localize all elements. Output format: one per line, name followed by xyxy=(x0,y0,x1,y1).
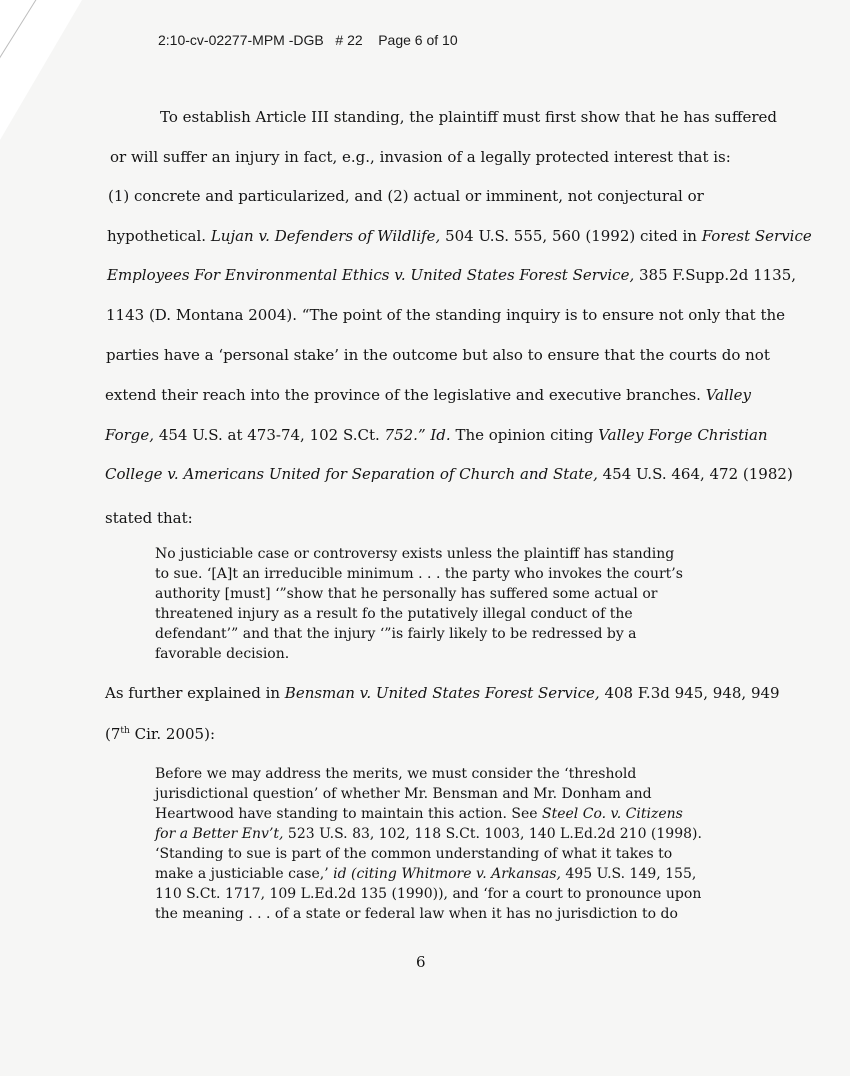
quote-line xyxy=(155,644,683,664)
body-line-2 xyxy=(110,150,731,165)
text-run: As further explained in xyxy=(105,684,285,702)
case-citation: College v. Americans United for Separation of Church and State, xyxy=(105,465,598,483)
text-run: defendant’” and that the injury ‘”is fairly likely to be redressed by a xyxy=(155,626,637,642)
folded-page-corner xyxy=(0,0,82,140)
body-line-4 xyxy=(107,229,812,244)
quote-line xyxy=(155,584,683,604)
case-citation: Lujan v. Defenders of Wildlife, xyxy=(210,227,441,245)
text-run: authority [must] ‘”show that he personally has suffered some actual or xyxy=(155,586,658,602)
text-run: extend their reach into the province of the legislative and executive branches. xyxy=(105,386,706,404)
text-run: ‘Standing to sue is part of the common understanding of what it takes to xyxy=(155,846,673,862)
text-run: or will suffer an injury in fact, e.g., invasion of a legally protected interest that is: xyxy=(110,148,731,166)
case-citation: Valley xyxy=(705,386,752,404)
quote-line xyxy=(155,864,702,884)
text-run: Before we may address the merits, we must consider the ‘threshold xyxy=(155,766,637,782)
text-run: 504 U.S. 555, 560 (1992) cited in xyxy=(440,227,702,245)
ordinal-suffix: th xyxy=(120,726,130,736)
text-run: 454 U.S. at 473-74, 102 S.Ct. xyxy=(154,426,385,444)
body-line-8 xyxy=(105,388,751,403)
case-citation: for a Better Env’t, xyxy=(155,826,284,842)
quote-line xyxy=(155,904,702,924)
quote-line xyxy=(155,824,702,844)
quote-line xyxy=(155,804,702,824)
block-quote-bensman xyxy=(155,764,702,924)
text-run: to sue. ‘[A]t an irreducible minimum . . . the party who invokes the court’s xyxy=(155,566,683,582)
text-run: make a justiciable case,’ xyxy=(155,866,334,882)
document-number: # 22 xyxy=(335,32,363,48)
body-line-6 xyxy=(106,308,785,323)
quote-line xyxy=(155,624,683,644)
quote-line xyxy=(155,784,702,804)
case-citation: Steel Co. v. Citizens xyxy=(542,806,683,822)
case-citation: Forest Service xyxy=(701,227,812,245)
text-run: To establish Article III standing, the plaintiff must first show that he has suffered xyxy=(160,108,778,126)
text-run: Heartwood have standing to maintain this action. See xyxy=(155,806,543,822)
body-line-10 xyxy=(105,467,793,482)
body-line-9 xyxy=(105,428,768,443)
quote-line xyxy=(155,884,702,904)
body-line-7 xyxy=(106,348,770,363)
text-run: jurisdictional question’ of whether Mr. Bensman and Mr. Donham and xyxy=(155,786,652,802)
text-run: hypothetical. xyxy=(107,227,211,245)
text-run: 408 F.3d 945, 948, 949 xyxy=(599,684,780,702)
quote-line xyxy=(155,764,702,784)
text-run: (1) concrete and particularized, and (2) actual or imminent, not conjectural or xyxy=(108,187,704,205)
case-citation: Bensman v. United States Forest Service, xyxy=(284,684,600,702)
text-run: favorable decision. xyxy=(155,646,290,662)
text-run: The opinion citing xyxy=(450,426,599,444)
page-number: 6 xyxy=(416,953,426,971)
quote-line xyxy=(155,544,683,564)
case-citation: Forge, xyxy=(105,426,155,444)
text-run: No justiciable case or controversy exists unless the plaintiff has standing xyxy=(155,546,675,562)
text-run: 385 F.Supp.2d 1135, xyxy=(634,266,797,284)
body-line-1 xyxy=(160,110,777,125)
case-citation: 752.” Id. xyxy=(384,426,451,444)
text-run: Cir. 2005): xyxy=(129,725,216,743)
body-line-12 xyxy=(105,686,780,701)
body-line-3 xyxy=(108,189,704,204)
body-line-13 xyxy=(105,727,215,742)
quote-line xyxy=(155,604,683,624)
text-run: the meaning . . . of a state or federal law when it has no jurisdiction to do xyxy=(155,906,678,922)
text-run: stated that: xyxy=(105,509,193,527)
text-run: 454 U.S. 464, 472 (1982) xyxy=(597,465,793,483)
text-run: 523 U.S. 83, 102, 118 S.Ct. 1003, 140 L.Ed.2d 210 (1998). xyxy=(283,826,702,842)
text-run: 1143 (D. Montana 2004). “The point of the standing inquiry is to ensure not only that the xyxy=(106,306,786,324)
text-run: parties have a ‘personal stake’ in the outcome but also to ensure that the courts do not xyxy=(106,346,770,364)
page-label: Page 6 of 10 xyxy=(378,32,458,48)
quote-line xyxy=(155,564,683,584)
court-filing-header xyxy=(158,32,458,48)
text-run: 110 S.Ct. 1717, 109 L.Ed.2d 135 (1990)), and ‘for a court to pronounce upon xyxy=(155,886,702,902)
block-quote-standing xyxy=(155,544,683,664)
text-run: (7 xyxy=(105,725,121,743)
quote-line xyxy=(155,844,702,864)
text-run: 495 U.S. 149, 155, xyxy=(560,866,697,882)
case-citation: Valley Forge Christian xyxy=(598,426,768,444)
body-line-5 xyxy=(107,268,796,283)
case-citation: id (citing Whitmore v. Arkansas, xyxy=(333,866,561,882)
text-run: threatened injury as a result fo the putatively illegal conduct of the xyxy=(155,606,633,622)
case-citation: Employees For Environmental Ethics v. United States Forest Service, xyxy=(107,266,635,284)
case-number: 2:10-cv-02277-MPM -DGB xyxy=(158,32,324,48)
body-line-11 xyxy=(105,511,193,526)
